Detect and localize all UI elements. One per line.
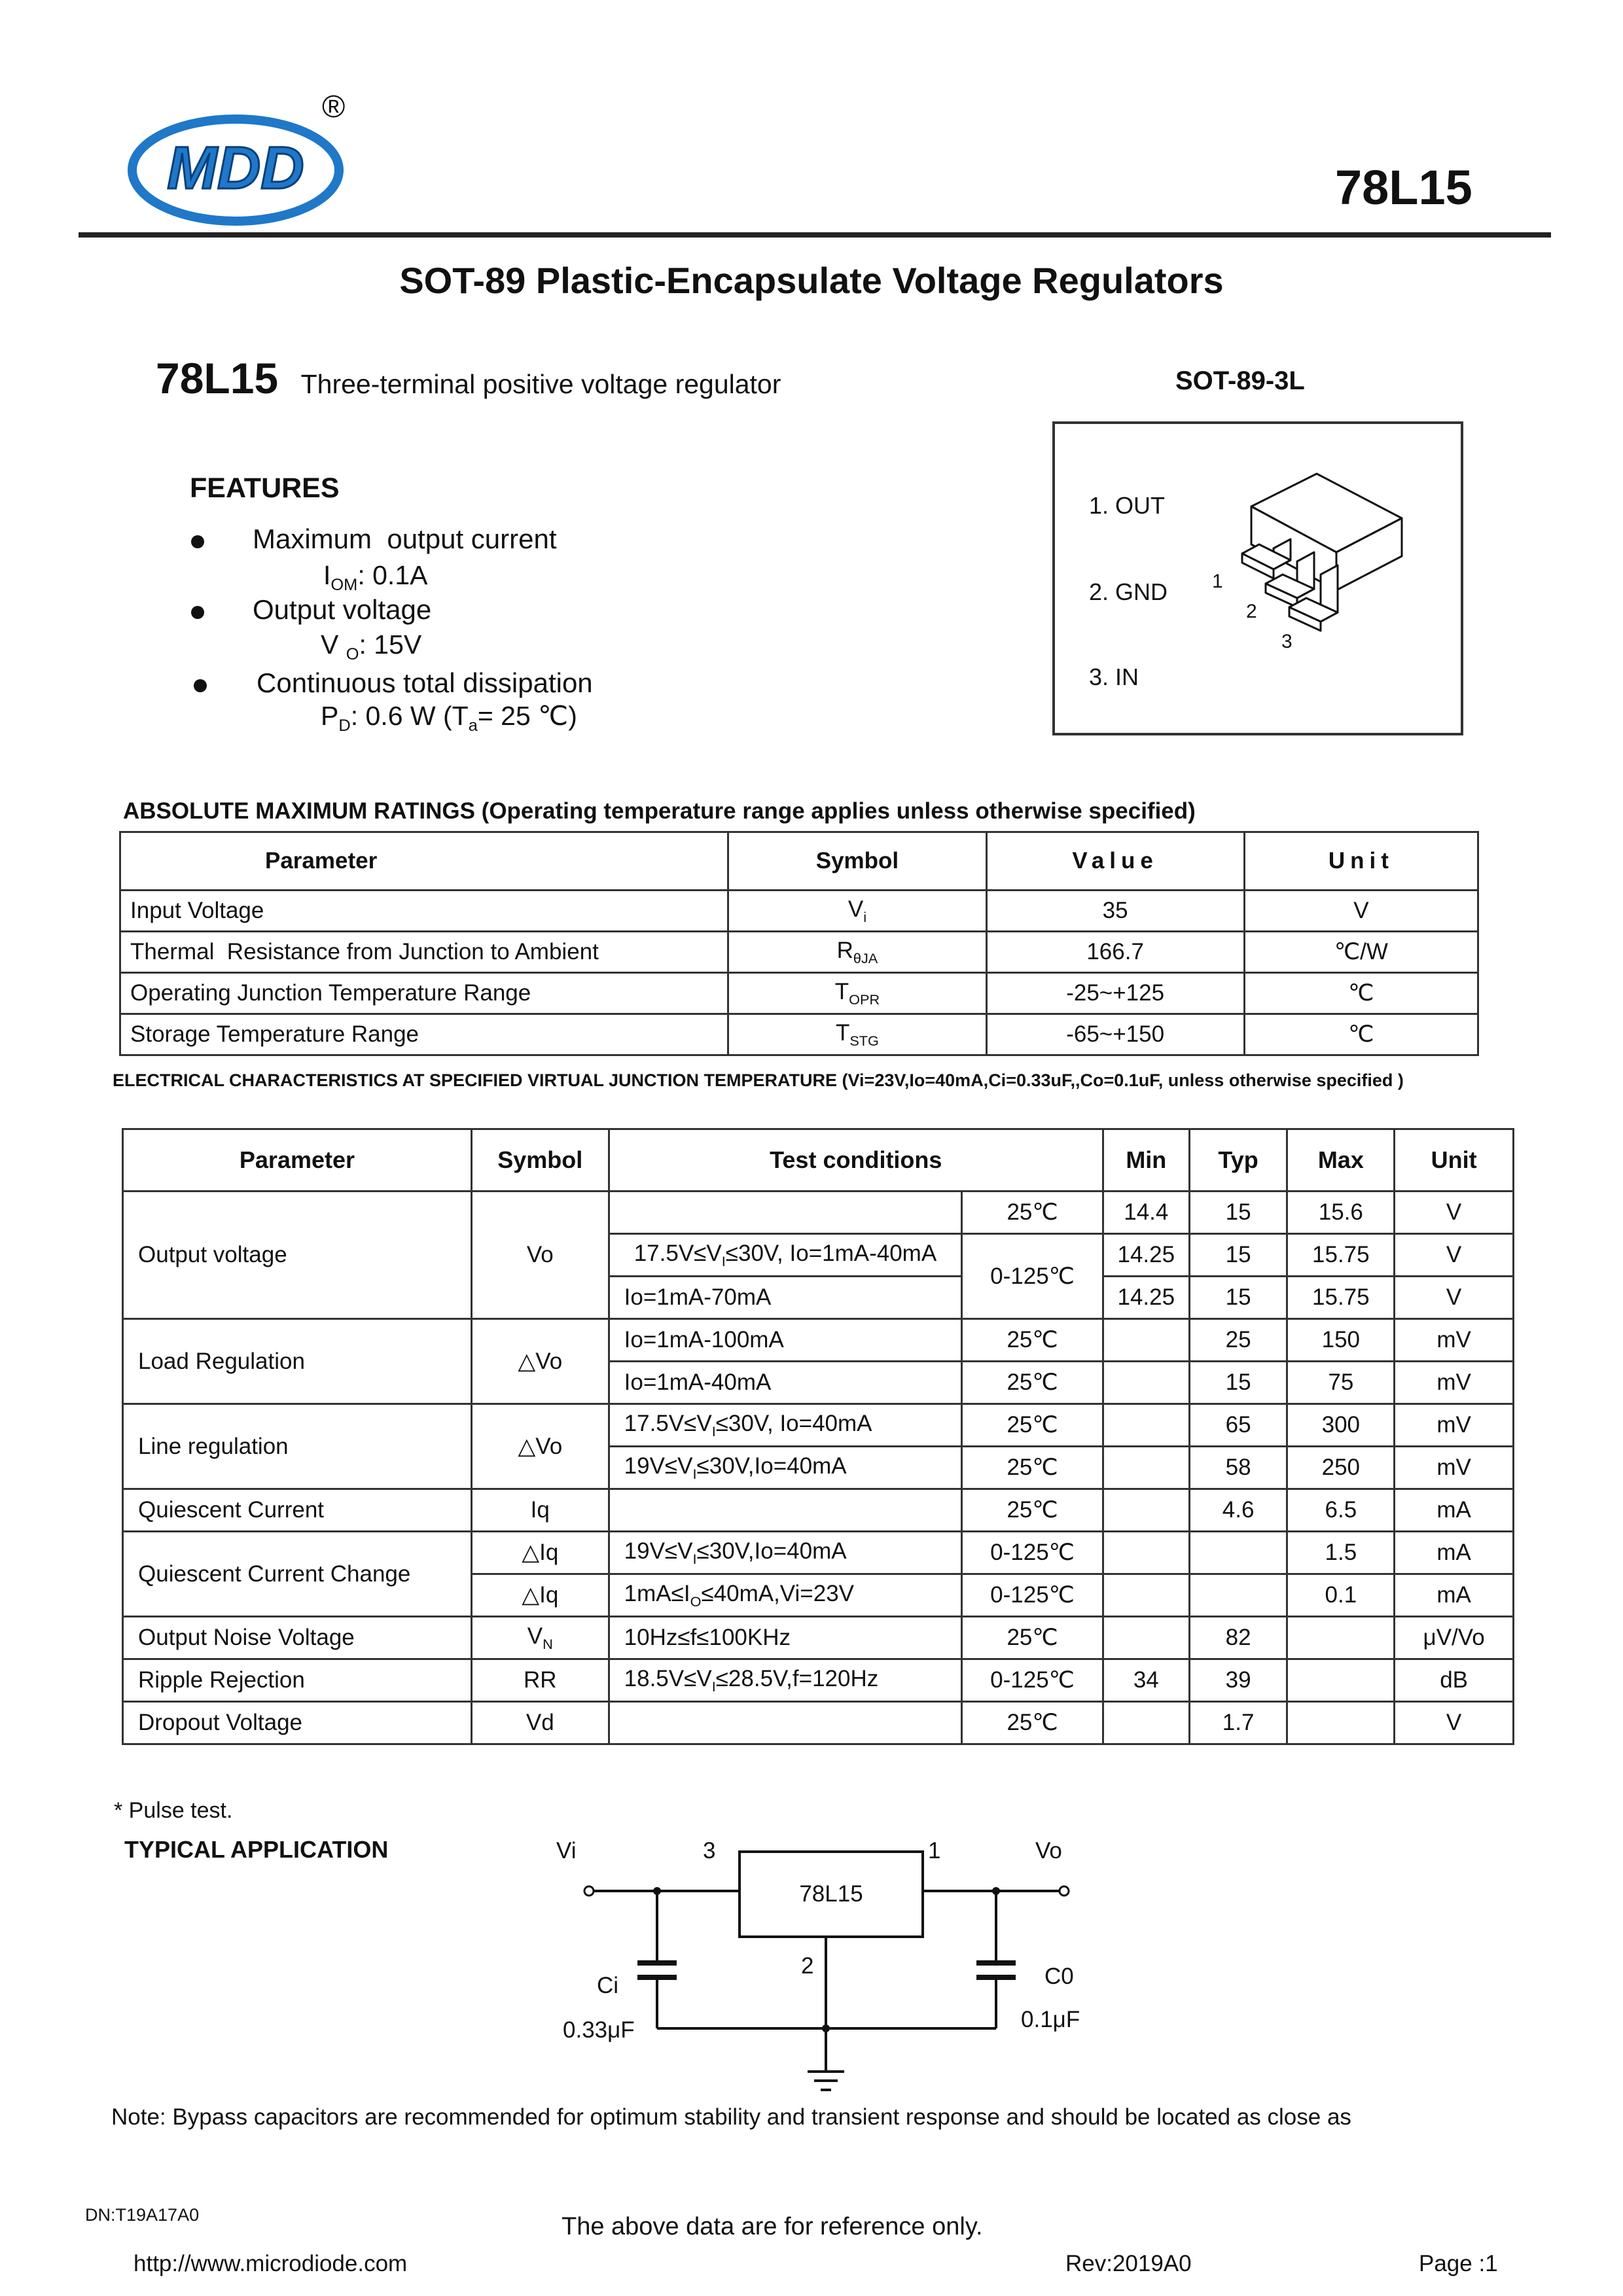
ci-value: 0.33μF [563,2017,635,2043]
feature-value: $I_{OM}$: 0.1A [323,560,428,595]
col-header-test-conditions: Test conditions [609,1129,1103,1192]
pin-number-1: 1 [1212,571,1223,592]
reference-note: The above data are for reference only. [562,2213,983,2240]
registered-mark: ® [322,90,346,124]
ic-label: 78L15 [799,1881,863,1907]
pin-label-gnd: 2. GND [1089,578,1168,605]
table-row: Thermal Resistance from Junction to Ambient $R_{\theta JA}$ 166.7 ℃/W [120,932,1478,973]
bypass-note: Note: Bypass capacitors are recommended for optimum stability and transient response and should be located as close as [111,2104,1351,2130]
col-header-symbol: Symbol [471,1129,609,1192]
feature-value: V $_O$: 15V [321,629,422,664]
ci-capacitor-icon [637,1960,677,1966]
col-header-typ: Typ [1189,1129,1287,1192]
package-box [1052,421,1463,735]
document-number: DN:T19A17A0 [85,2205,200,2225]
co-value: 0.1μF [1021,2007,1080,2032]
vi-terminal-icon [584,1886,594,1896]
intro-part: 78L15 [156,354,279,402]
feature-title: Maximum output current [253,523,557,554]
table-header-row [123,1129,1514,1192]
package-name: SOT-89-3L [1175,366,1305,395]
pin-number-3: 3 [1281,631,1293,652]
vo-terminal-icon [1060,1886,1069,1896]
col-header-parameter: Parameter [123,1129,472,1192]
table-row: △Iq $1mA\le I_O\le 40mA,Vi=23V$ 0-125℃ 0.1 mA [123,1574,1514,1617]
pin-label-out: 1. OUT [1089,492,1166,519]
table-row: Load Regulation △Vo Io=1mA-100mA 25℃ 25 150 mV [123,1319,1514,1362]
intro-description: Three-terminal positive voltage regulator [300,369,781,399]
mdd-logo [124,105,353,229]
feature-bullet-icon [191,606,204,619]
feature-title: Output voltage [253,594,432,625]
pin-out-label: 1 [928,1838,941,1863]
feature-bullet-icon [194,679,207,692]
table-row: Operating Junction Temperature Range $T_{OPR}$ -25~+125 ℃ [120,973,1478,1014]
sot89-package-icon [1205,450,1461,673]
table-row: $17.5V\le V_I\le 30V$, Io=1mA-40mA 0-125℃ 14.25 15 15.75 V [123,1234,1514,1277]
col-header-unit: Unit [1244,832,1478,891]
pulse-note: * Pulse test. [114,1798,233,1823]
col-header-symbol: Symbol [728,832,986,891]
table-row: Input Voltage $V_i$ 35 V [120,891,1478,932]
revision: Rev:2019A0 [1065,2251,1192,2276]
table-row: Output Noise Voltage $V_N$ 10Hz≤f≤100KHz 25℃ 82 μV/Vo [123,1617,1514,1659]
table-row: Ripple Rejection RR $18.5V\le V_I\le 28.5V,f=120Hz$ 0-125℃ 34 39 dB [123,1659,1514,1702]
feature-bullet-icon [191,535,204,548]
pin-number-2: 2 [1246,601,1257,622]
table-row: Line regulation △Vo $17.5V\le V_I\le 30V$, Io=40mA 25℃ 65 300 mV [123,1404,1514,1447]
pin-gnd-label: 2 [801,1953,814,1979]
vo-label: Vo [1035,1838,1062,1863]
table-row: Io=1mA-40mA 25℃ 15 75 mV [123,1362,1514,1404]
col-header-max: Max [1287,1129,1395,1192]
feature-value: $P_D$: 0.6 W ($T_a= 25$ ℃) [321,701,577,735]
page-number: Page :1 [1419,2251,1498,2276]
features-heading: FEATURES [190,472,340,504]
feature-title: Continuous total dissipation [257,667,593,698]
logo-text: MDD [167,135,304,202]
col-header-min: Min [1103,1129,1189,1192]
col-header-parameter: Parameter [120,832,728,891]
table-row: Quiescent Current Iq 25℃ 4.6 6.5 mA [123,1489,1514,1532]
co-label: C0 [1044,1964,1074,1989]
col-header-unit: Unit [1395,1129,1514,1192]
elec-heading: ELECTRICAL CHARACTERISTICS AT SPECIFIED VIRTUAL JUNCTION TEMPERATURE (Vi=23V,Io=40mA,Ci=0.33uF,,Co=0.1uF, unless otherwise specified ) [113,1070,1404,1090]
vi-label: Vi [556,1838,577,1863]
table-row: $19V\le V_I\le 30V,Io=40mA$ 25℃ 58 250 mV [123,1447,1514,1489]
ci-label: Ci [597,1973,619,1998]
table-row: Dropout Voltage Vd 25℃ 1.7 V [123,1702,1514,1744]
header-part-number: 78L15 [1335,160,1472,215]
ground-icon [808,2072,844,2090]
table-row: Io=1mA-70mA 14.25 15 15.75 V [123,1277,1514,1319]
col-header-value: Value [986,832,1244,891]
header [0,0,1623,249]
table-row: Output voltage Vo 25℃ 14.4 15 15.6 V [123,1192,1514,1234]
pin-label-in: 3. IN [1089,663,1139,690]
pin-in-label: 3 [703,1838,716,1863]
table-row: Storage Temperature Range $T_{STG}$ -65~+150 ℃ [120,1014,1478,1055]
table-row: Quiescent Current Change △Iq $19V\le V_I\le 30V,Io=40mA$ 0-125℃ 1.5 mA [123,1532,1514,1574]
typical-application-heading: TYPICAL APPLICATION [124,1836,389,1863]
abs-max-heading: ABSOLUTE MAXIMUM RATINGS (Operating temperature range applies unless otherwise specified) [123,798,1196,824]
header-rule [79,232,1551,238]
document-title: SOT-89 Plastic-Encapsulate Voltage Regulators [399,260,1224,301]
table-header-row [120,832,1478,891]
abs-max-table [119,831,1479,1056]
typical-application-circuit [537,1826,1113,2113]
website-link[interactable]: http://www.microdiode.com [134,2251,408,2276]
intro [156,353,781,403]
elec-table [122,1128,1514,1745]
co-capacitor-icon [976,1960,1016,1966]
